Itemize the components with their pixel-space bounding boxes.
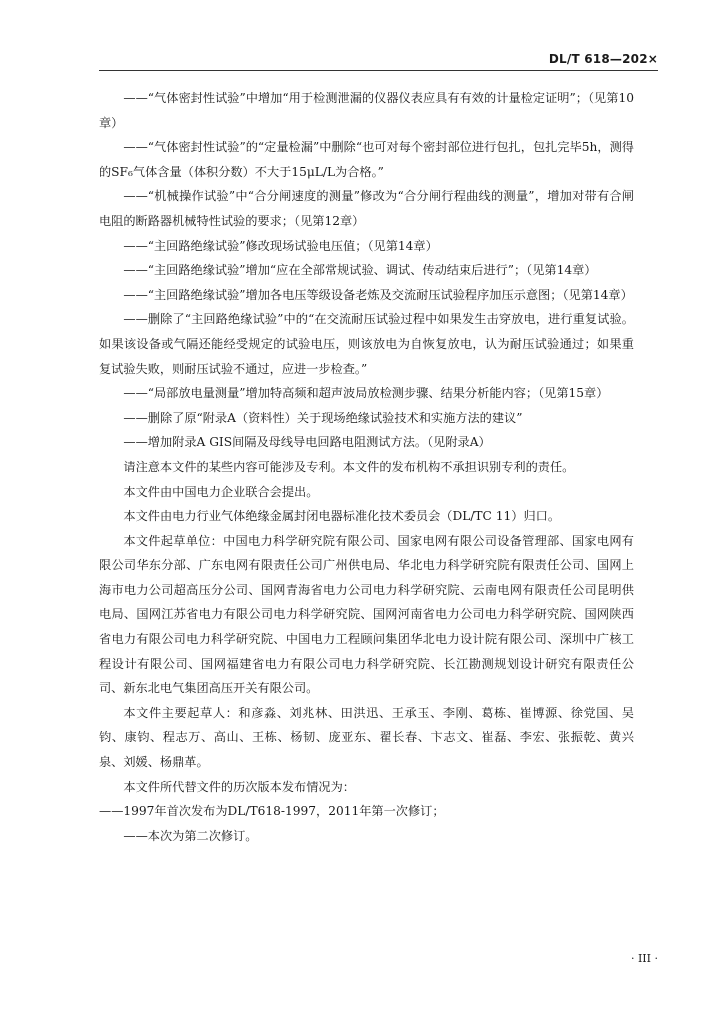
paragraph: ——增加附录A GIS间隔及母线导电回路电阻测试方法。（见附录A） (123, 435, 491, 450)
paragraph: ——删除了原“附录A（资料性）关于现场绝缘试验技术和实施方法的建议” (123, 410, 523, 425)
paragraph: ——“主回路绝缘试验”增加“应在全部常规试验、调试、传动结束后进行”；（见第14章） (123, 263, 597, 278)
paragraph: 本文件起草单位：中国电力科学研究院有限公司、国家电网有限公司设备管理部、国家电网有限公司华东分部、广东电网有限责任公司广州供电局、华北电力科学研究院有限责任公司、国网上海市电力公司超高压分公司、国网青海省电力公司电力科学研究院、云南电网有限责任公司昆明供电局、国网江苏省电力有限公司电力科学研究院、国网河南省电力公司电力科学研究院、国网陕西省电力有限公司电力科学研究院、中国电力工程顾问集团华北电力设计院有限公司、深圳中广核工程设计有限公司、国网福建省电力有限公司电力科学研究院、长江勘测规划设计研究有限责任公司、新东北电气集团高压开关有限公司。 (99, 533, 634, 696)
paragraph: ——“主回路绝缘试验”增加各电压等级设备老炼及交流耐压试验程序加压示意图；（见第14章） (123, 287, 633, 302)
paragraph: ——删除了“主回路绝缘试验”中的“在交流耐压试验过程中如果发生击穿放电，进行重复试验。如果该设备或气隔还能经受规定的试验电压，则该放电为自恢复放电，认为耐压试验通过；如果重复试验失败，则耐压试验不通过，应进一步检查。” (99, 312, 634, 376)
header-rule (99, 70, 658, 71)
document-body (99, 86, 634, 848)
paragraph: ——“气体密封性试验”的“定量检漏”中删除“也可对每个密封部位进行包扎，包扎完毕5h，测得的SF₆气体含量（体积分数）不大于15μL/L为合格。” (99, 140, 634, 179)
paragraph: ——“主回路绝缘试验”修改现场试验电压值；（见第14章） (123, 238, 438, 253)
paragraph: 请注意本文件的某些内容可能涉及专利。本文件的发布机构不承担识别专利的责任。 (123, 459, 575, 474)
paragraph: 本文件由电力行业气体绝缘金属封闭电器标准化技术委员会（DL/TC 11）归口。 (123, 509, 561, 524)
page-number: · III · (630, 952, 658, 965)
paragraph: ——“局部放电量测量”增加特高频和超声波局放检测步骤、结果分析能内容；（见第15章） (123, 386, 609, 401)
paragraph: ——1997年首次发布为DL/T618-1997，2011年第一次修订； (99, 804, 445, 819)
paragraph: ——“气体密封性试验”中增加“用于检测泄漏的仪器仪表应具有有效的计量检定证明”；（见第10章） (99, 91, 634, 130)
paragraph: ——“机械操作试验”中“合分闸速度的测量”修改为“合分闸行程曲线的测量”，增加对带有合闸电阻的断路器机械特性试验的要求；（见第12章） (99, 189, 634, 228)
document-code: DL/T 618—202× (548, 52, 658, 66)
paragraph: 本文件所代替文件的历次版本发布情况为： (123, 779, 355, 794)
paragraph: 本文件由中国电力企业联合会提出。 (123, 484, 319, 499)
paragraph: ——本次为第二次修订。 (123, 828, 258, 843)
paragraph: 本文件主要起草人：和彦淼、刘兆林、田洪迅、王承玉、李刚、葛栋、崔博源、徐党国、吴钧、康钧、程志万、高山、王栋、杨韧、庞亚东、翟长春、卞志文、崔磊、李宏、张振乾、黄兴泉、刘媛、杨鼎革。 (99, 705, 634, 770)
